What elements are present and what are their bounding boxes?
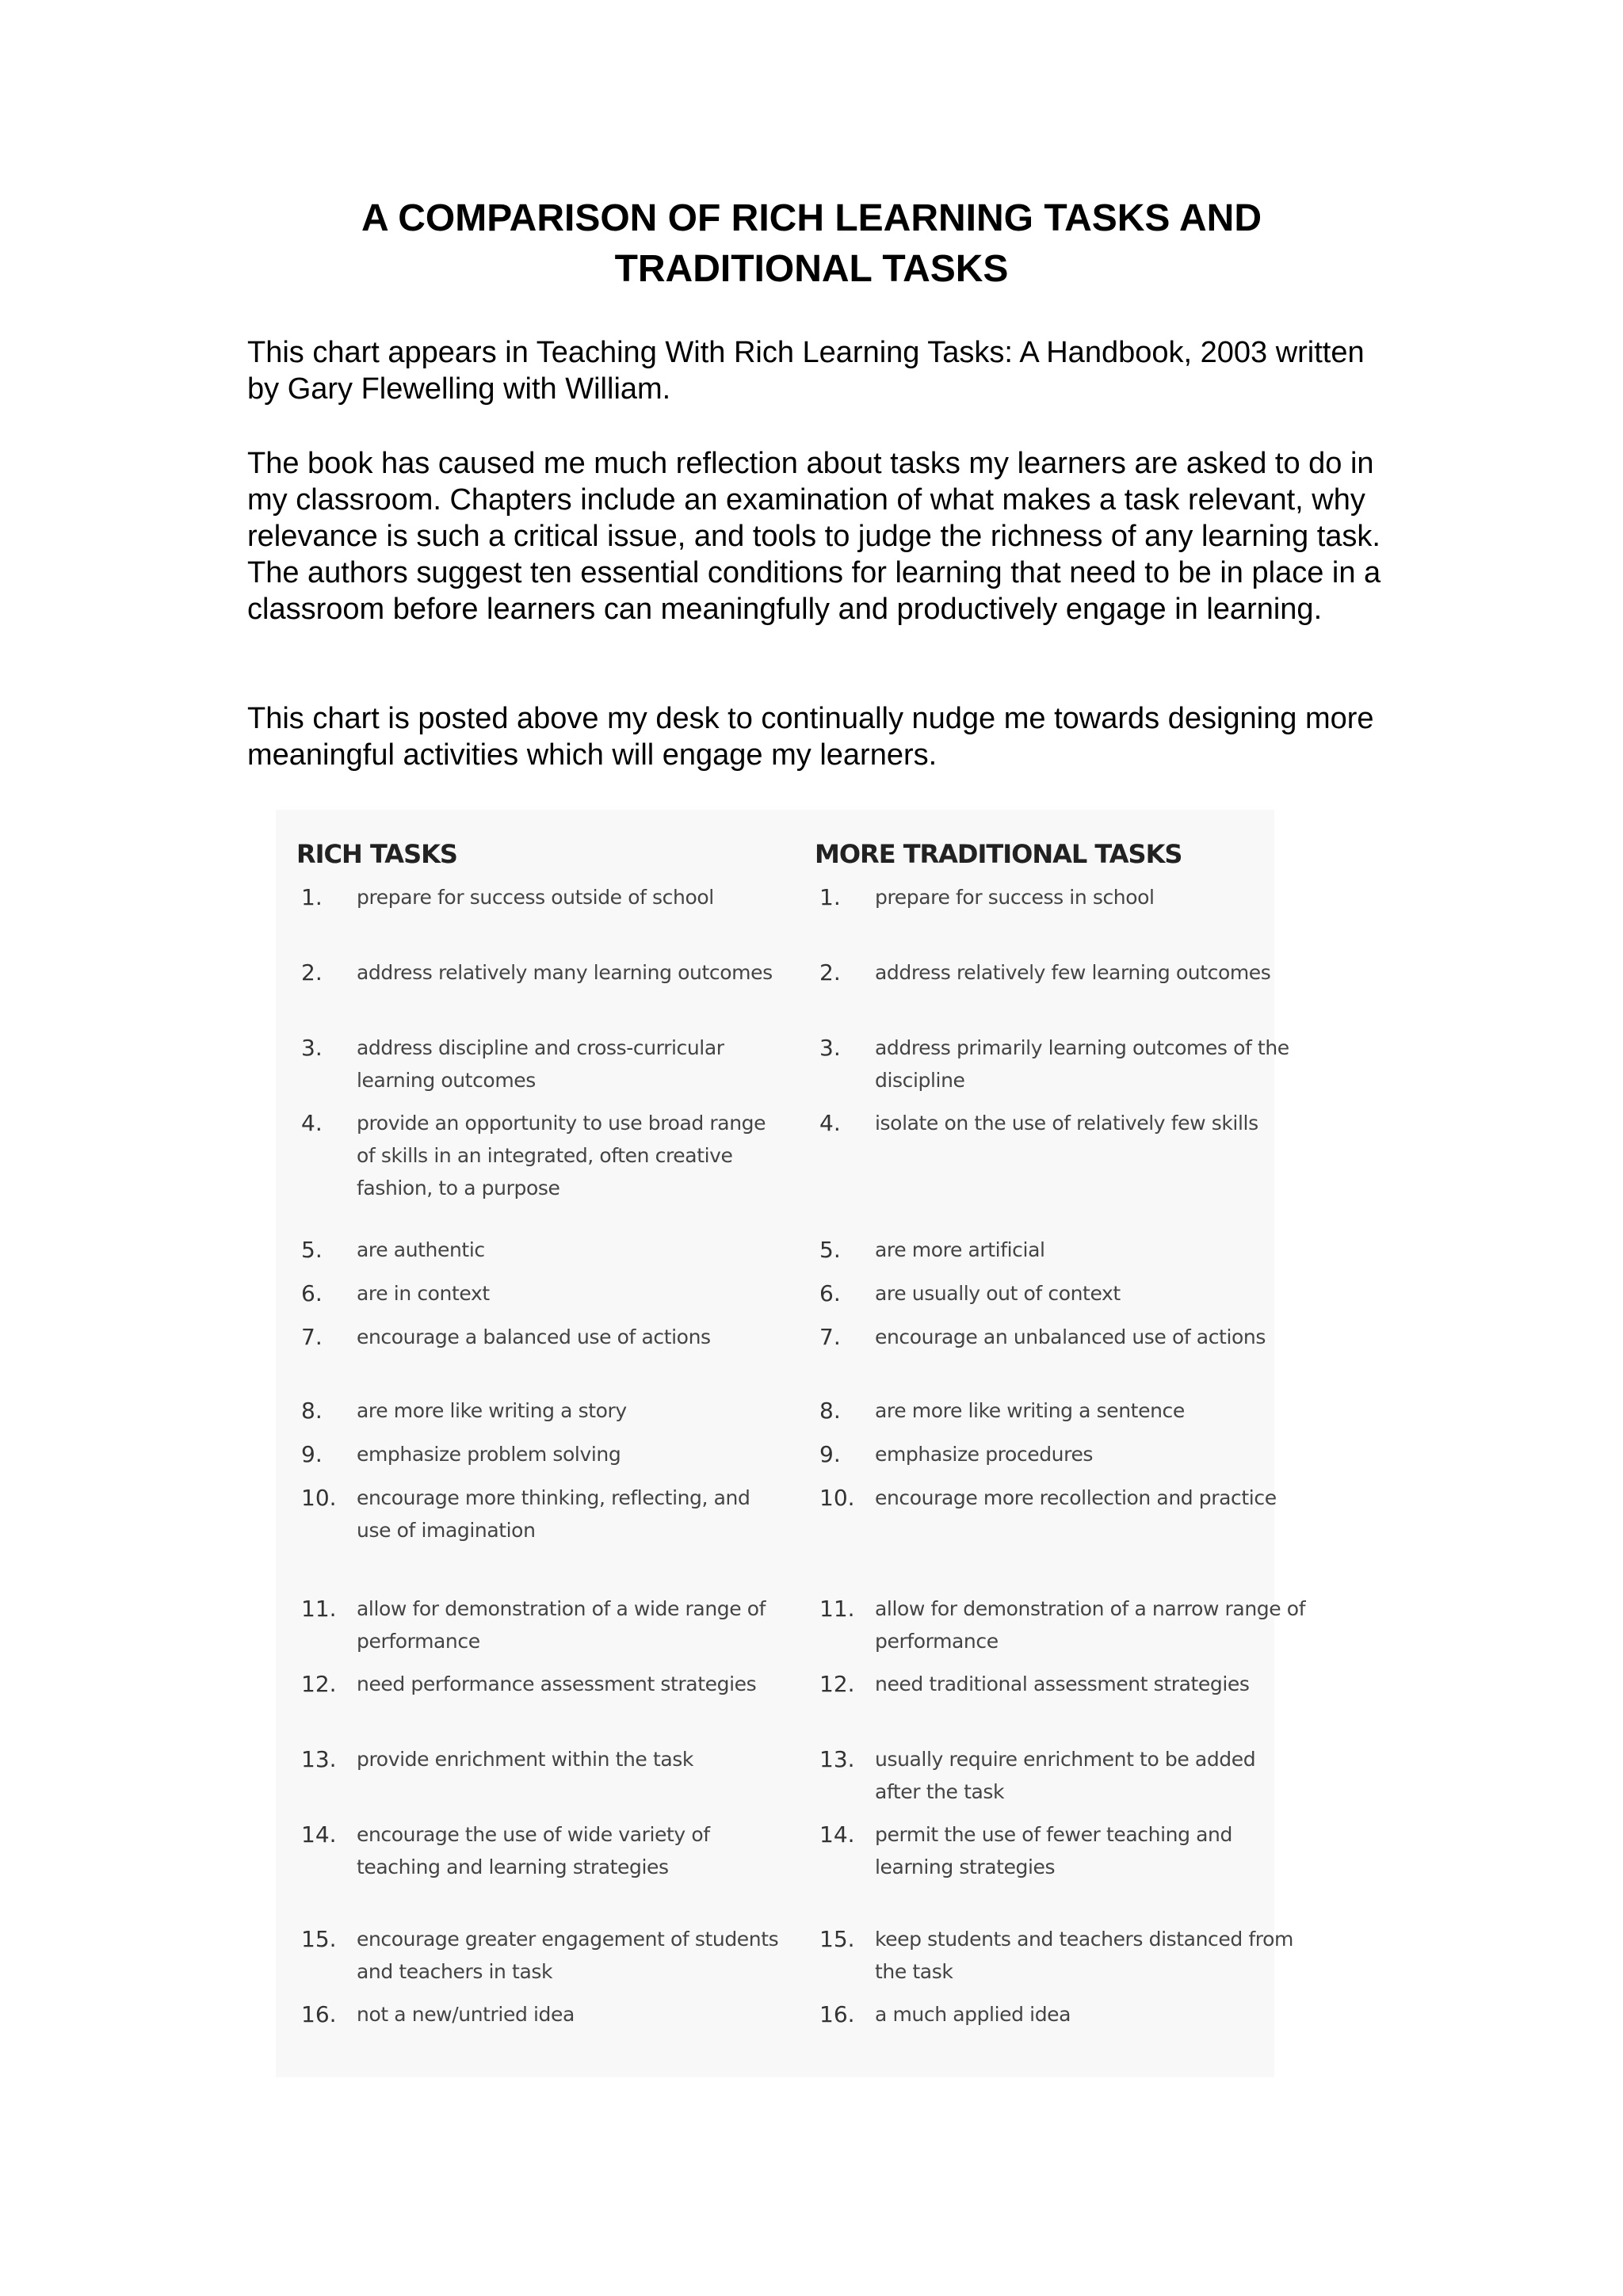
rich-task-item-text: not a new/untried idea: [357, 2003, 575, 2026]
rich-task-item-text: address relatively many learning outcomes: [357, 961, 773, 984]
rich-task-item-number: 15.: [301, 1926, 337, 1952]
traditional-task-item-number: 2.: [819, 959, 841, 986]
traditional-task-item: [815, 1998, 1306, 2031]
rich-task-item: [296, 1998, 788, 2031]
traditional-task-item-number: 13.: [819, 1746, 855, 1772]
traditional-task-item-text: are more like writing a sentence: [875, 1399, 1185, 1422]
rich-task-item-text: encourage more thinking, reflecting, and use of imagination: [357, 1486, 750, 1542]
rich-task-item: [296, 1482, 788, 1547]
traditional-tasks-header: MORE TRADITIONAL TASKS: [815, 839, 1182, 869]
rich-task-item-number: 11.: [301, 1596, 337, 1622]
rich-task-item-text: emphasize problem solving: [357, 1443, 621, 1466]
traditional-task-item: [815, 1438, 1306, 1470]
traditional-task-item-number: 12.: [819, 1671, 855, 1697]
rich-task-item-text: encourage greater engagement of students and teachers in task: [357, 1928, 779, 1983]
traditional-task-item-number: 8.: [819, 1398, 841, 1424]
traditional-task-item-number: 1.: [819, 884, 841, 910]
rich-task-item-text: are in context: [357, 1282, 490, 1305]
traditional-task-item-number: 4.: [819, 1110, 841, 1136]
traditional-task-item: [815, 1743, 1306, 1808]
rich-task-item-text: are more like writing a story: [357, 1399, 627, 1422]
rich-task-item-text: address discipline and cross-curricular learning outcomes: [357, 1036, 724, 1092]
rich-task-item-number: 13.: [301, 1746, 337, 1772]
rich-task-item-text: encourage a balanced use of actions: [357, 1325, 711, 1348]
rich-task-item: [296, 1321, 788, 1353]
traditional-task-item-text: emphasize procedures: [875, 1443, 1094, 1466]
rich-task-item-text: prepare for success outside of school: [357, 886, 714, 909]
traditional-task-item-number: 11.: [819, 1596, 855, 1622]
rich-task-item-text: are authentic: [357, 1238, 485, 1261]
rich-task-item-text: provide enrichment within the task: [357, 1748, 693, 1771]
traditional-task-item-text: isolate on the use of relatively few skills: [875, 1112, 1258, 1135]
traditional-task-item: [815, 1277, 1306, 1310]
rich-task-item: [296, 1107, 788, 1204]
rich-task-item: [296, 1032, 788, 1097]
rich-task-item-number: 16.: [301, 2001, 337, 2027]
traditional-task-item: [815, 1482, 1306, 1514]
traditional-task-item-number: 3.: [819, 1035, 841, 1061]
traditional-task-item-text: usually require enrichment to be added after the task: [875, 1748, 1256, 1803]
traditional-task-item-text: are more artificial: [875, 1238, 1045, 1261]
rich-task-item-number: 5.: [301, 1237, 323, 1263]
traditional-task-item-text: need traditional assessment strategies: [875, 1672, 1250, 1695]
rich-task-item-number: 2.: [301, 959, 323, 986]
rich-task-item-number: 7.: [301, 1324, 323, 1350]
traditional-task-item: [815, 956, 1306, 989]
rich-task-item: [296, 1668, 788, 1700]
rich-task-item-number: 9.: [301, 1441, 323, 1467]
rich-tasks-header: RICH TASKS: [296, 839, 457, 869]
rich-task-item: [296, 1394, 788, 1427]
intro-paragraph: This chart appears in Teaching With Rich Learning Tasks: A Handbook, 2003 written by Gary Flewelling with William.: [247, 336, 1365, 406]
rich-task-item: [296, 1743, 788, 1775]
traditional-task-item-text: address primarily learning outcomes of the discipline: [875, 1036, 1289, 1092]
traditional-task-item-number: 5.: [819, 1237, 841, 1263]
traditional-task-item-text: are usually out of context: [875, 1282, 1121, 1305]
rich-task-item-number: 4.: [301, 1110, 323, 1136]
rich-task-item-number: 14.: [301, 1821, 337, 1848]
rich-tasks-column: [296, 833, 788, 2069]
traditional-task-item: [815, 881, 1306, 913]
rich-task-item: [296, 1923, 788, 1988]
traditional-task-item-text: encourage more recollection and practice: [875, 1486, 1277, 1509]
rich-task-item: [296, 1818, 788, 1883]
traditional-task-item: [815, 1592, 1306, 1657]
traditional-task-item-text: a much applied idea: [875, 2003, 1071, 2026]
reflection-paragraph: The book has caused me much reflection about tasks my learners are asked to do in my classroom. Chapters include an examination of what makes a task relevant, why relevance is such a critical issue, and tools to judge the richness of any learning task. The authors suggest ten essential conditions for learning that need to be in place in a classroom before learners can meaningfully and productively engage in learning.: [247, 447, 1381, 626]
traditional-task-item-number: 9.: [819, 1441, 841, 1467]
traditional-task-item: [815, 1321, 1306, 1353]
traditional-tasks-column: [815, 833, 1306, 2069]
traditional-task-item: [815, 1818, 1306, 1883]
traditional-task-item-number: 7.: [819, 1324, 841, 1350]
rich-task-item-number: 10.: [301, 1485, 337, 1511]
traditional-tasks-list: [815, 881, 1306, 2069]
traditional-task-item-number: 10.: [819, 1485, 855, 1511]
traditional-task-item-text: prepare for success in school: [875, 886, 1155, 909]
traditional-task-item-text: encourage an unbalanced use of actions: [875, 1325, 1266, 1348]
rich-task-item: [296, 1234, 788, 1266]
rich-task-item-number: 12.: [301, 1671, 337, 1697]
traditional-task-item-number: 15.: [819, 1926, 855, 1952]
traditional-task-item-text: permit the use of fewer teaching and learning strategies: [875, 1823, 1232, 1878]
traditional-task-item-text: keep students and teachers distanced from the task: [875, 1928, 1293, 1983]
traditional-task-item: [815, 1394, 1306, 1427]
rich-task-item-number: 3.: [301, 1035, 323, 1061]
rich-task-item: [296, 1277, 788, 1310]
traditional-task-item: [815, 1032, 1306, 1097]
traditional-task-item-number: 14.: [819, 1821, 855, 1848]
comparison-chart-image: [276, 810, 1306, 2077]
traditional-task-item: [815, 1234, 1306, 1266]
rich-task-item: [296, 1438, 788, 1470]
traditional-task-item: [815, 1668, 1306, 1700]
traditional-task-item-text: address relatively few learning outcomes: [875, 961, 1271, 984]
rich-task-item-number: 6.: [301, 1280, 323, 1306]
traditional-task-item: [815, 1923, 1306, 1988]
rich-task-item-text: allow for demonstration of a wide range of performance: [357, 1597, 766, 1653]
rich-task-item: [296, 881, 788, 913]
traditional-task-item-text: allow for demonstration of a narrow range of performance: [875, 1597, 1306, 1653]
rich-task-item-text: need performance assessment strategies: [357, 1672, 757, 1695]
rich-task-item: [296, 956, 788, 989]
rich-task-item-text: encourage the use of wide variety of teaching and learning strategies: [357, 1823, 710, 1878]
traditional-task-item: [815, 1107, 1306, 1139]
traditional-task-item-number: 6.: [819, 1280, 841, 1306]
rich-task-item-number: 8.: [301, 1398, 323, 1424]
rich-task-item-number: 1.: [301, 884, 323, 910]
document-title: A COMPARISON OF RICH LEARNING TASKS AND TRADITIONAL TASKS: [361, 197, 1262, 290]
rich-task-item: [296, 1592, 788, 1657]
rich-task-item-text: provide an opportunity to use broad range of skills in an integrated, often creative fashion, to a purpose: [357, 1112, 766, 1199]
rich-tasks-list: [296, 881, 788, 2069]
traditional-task-item-number: 16.: [819, 2001, 855, 2027]
closing-paragraph: This chart is posted above my desk to continually nudge me towards designing more meaningful activities which will engage my learners.: [247, 702, 1374, 772]
